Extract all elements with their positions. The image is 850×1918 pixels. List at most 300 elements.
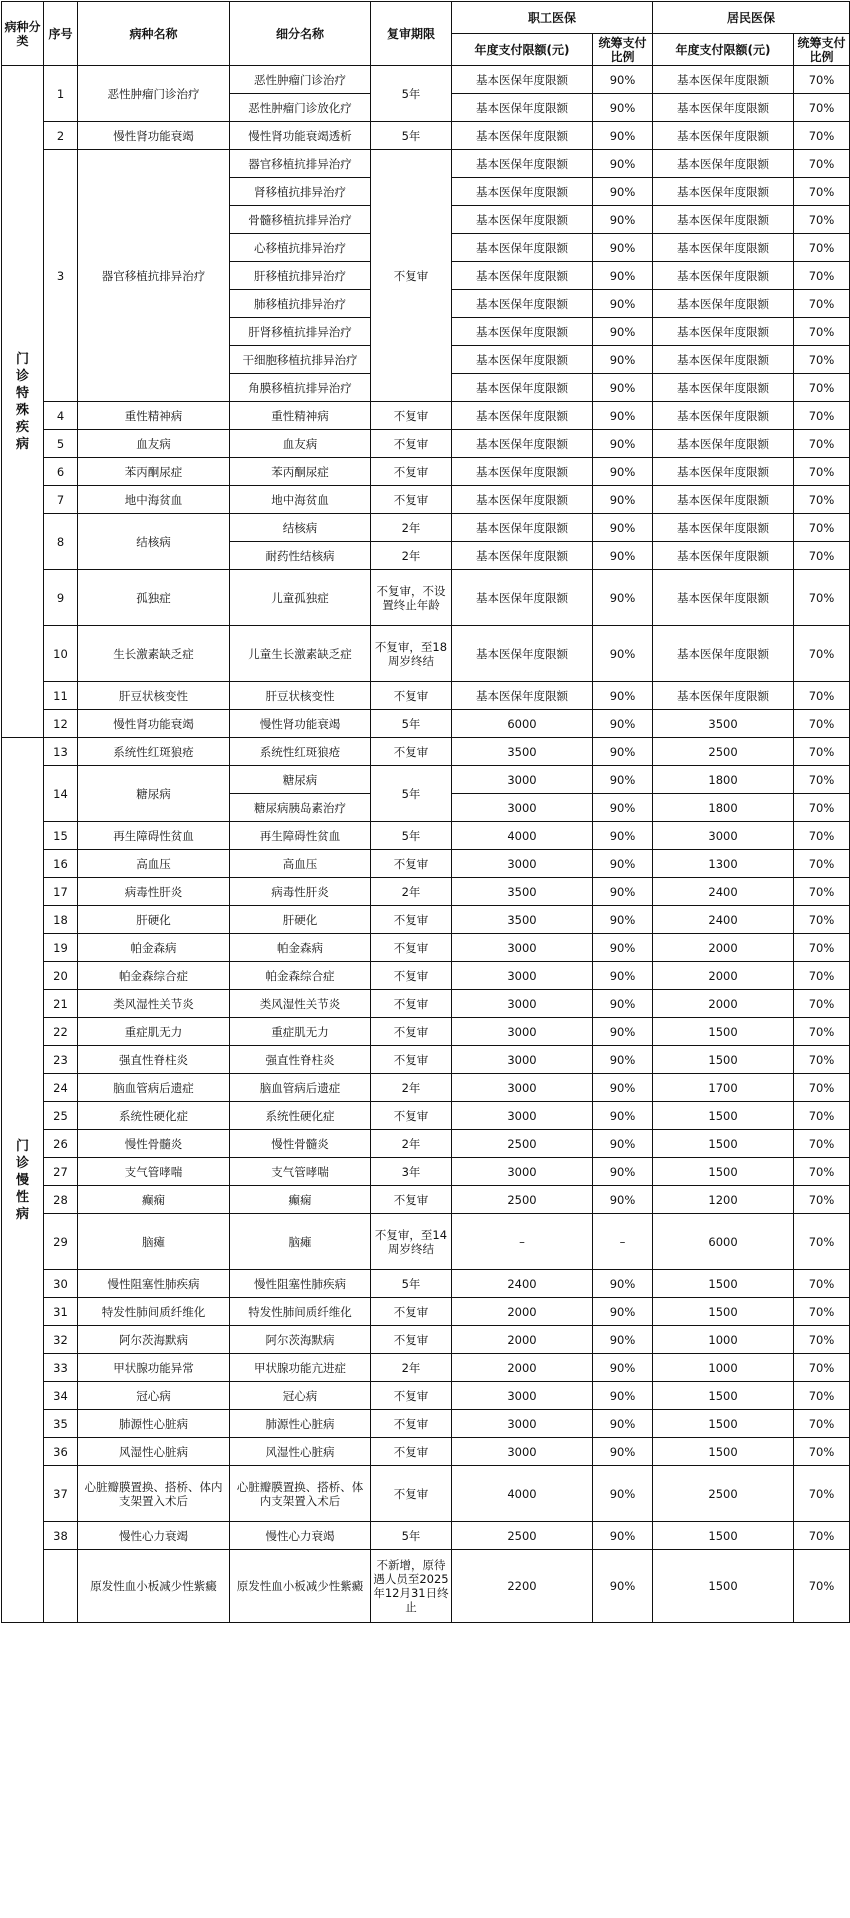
seq-cell: 30 xyxy=(44,1270,78,1298)
disease-name-cell: 重性精神病 xyxy=(78,402,230,430)
employee-limit-cell: 3000 xyxy=(452,934,593,962)
employee-ratio-cell: 90% xyxy=(593,1410,653,1438)
employee-limit-cell: 2000 xyxy=(452,1354,593,1382)
category-label: 门诊慢性病 xyxy=(15,1138,29,1222)
resident-limit-cell: 基本医保年度限额 xyxy=(653,458,794,486)
employee-limit-cell: 3500 xyxy=(452,878,593,906)
resident-limit-cell: 1500 xyxy=(653,1438,794,1466)
employee-ratio-cell: 90% xyxy=(593,1522,653,1550)
header-resident: 居民医保 xyxy=(653,2,850,34)
employee-ratio-cell: 90% xyxy=(593,990,653,1018)
employee-ratio-cell: 90% xyxy=(593,626,653,682)
seq-cell: 12 xyxy=(44,710,78,738)
resident-ratio-cell: 70% xyxy=(794,1410,850,1438)
resident-limit-cell: 2500 xyxy=(653,738,794,766)
resident-limit-cell: 基本医保年度限额 xyxy=(653,262,794,290)
seq-cell: 22 xyxy=(44,1018,78,1046)
resident-limit-cell: 1500 xyxy=(653,1046,794,1074)
header-resident-limit: 年度支付限额(元) xyxy=(653,34,794,66)
employee-ratio-cell: 90% xyxy=(593,1018,653,1046)
employee-ratio-cell: 90% xyxy=(593,1550,653,1623)
seq-cell: 36 xyxy=(44,1438,78,1466)
table-row xyxy=(2,962,850,990)
employee-ratio-cell: 90% xyxy=(593,346,653,374)
resident-limit-cell: 1500 xyxy=(653,1102,794,1130)
employee-ratio-cell: 90% xyxy=(593,850,653,878)
resident-ratio-cell: 70% xyxy=(794,1186,850,1214)
seq-cell: 28 xyxy=(44,1186,78,1214)
resident-ratio-cell: 70% xyxy=(794,94,850,122)
disease-name-cell: 心脏瓣膜置换、搭桥、体内支架置入术后 xyxy=(78,1466,230,1522)
resident-limit-cell: 基本医保年度限额 xyxy=(653,682,794,710)
resident-limit-cell: 1500 xyxy=(653,1158,794,1186)
subname-cell: 支气管哮喘 xyxy=(230,1158,371,1186)
employee-ratio-cell: 90% xyxy=(593,1130,653,1158)
seq-cell: 3 xyxy=(44,150,78,402)
employee-limit-cell: 2400 xyxy=(452,1270,593,1298)
employee-ratio-cell: 90% xyxy=(593,682,653,710)
table-row xyxy=(2,850,850,878)
employee-ratio-cell: 90% xyxy=(593,290,653,318)
seq-cell: 18 xyxy=(44,906,78,934)
resident-ratio-cell: 70% xyxy=(794,794,850,822)
employee-limit-cell: 3000 xyxy=(452,1438,593,1466)
seq-cell: 20 xyxy=(44,962,78,990)
employee-limit-cell: 基本医保年度限额 xyxy=(452,234,593,262)
employee-limit-cell: 基本医保年度限额 xyxy=(452,570,593,626)
resident-ratio-cell: 70% xyxy=(794,1354,850,1382)
employee-limit-cell: 3000 xyxy=(452,1074,593,1102)
resident-limit-cell: 2000 xyxy=(653,990,794,1018)
resident-limit-cell: 1500 xyxy=(653,1410,794,1438)
table-row xyxy=(2,150,850,178)
seq-cell: 32 xyxy=(44,1326,78,1354)
subname-cell: 慢性阻塞性肺疾病 xyxy=(230,1270,371,1298)
table-row xyxy=(2,1550,850,1623)
employee-ratio-cell: 90% xyxy=(593,1074,653,1102)
disease-name-cell: 脑血管病后遗症 xyxy=(78,1074,230,1102)
resident-ratio-cell: 70% xyxy=(794,682,850,710)
seq-cell: 31 xyxy=(44,1298,78,1326)
subname-cell: 类风湿性关节炎 xyxy=(230,990,371,1018)
seq-cell: 4 xyxy=(44,402,78,430)
table-row xyxy=(2,710,850,738)
subname-cell: 肺源性心脏病 xyxy=(230,1410,371,1438)
employee-limit-cell: 2000 xyxy=(452,1326,593,1354)
header-subname: 细分名称 xyxy=(230,2,371,66)
resident-limit-cell: 基本医保年度限额 xyxy=(653,402,794,430)
employee-limit-cell: 3000 xyxy=(452,1410,593,1438)
header-disease: 病种名称 xyxy=(78,2,230,66)
review-period-cell: 2年 xyxy=(371,542,452,570)
subname-cell: 肝肾移植抗排异治疗 xyxy=(230,318,371,346)
resident-limit-cell: 1800 xyxy=(653,766,794,794)
resident-ratio-cell: 70% xyxy=(794,1074,850,1102)
subname-cell: 系统性红斑狼疮 xyxy=(230,738,371,766)
employee-limit-cell: 2200 xyxy=(452,1550,593,1623)
resident-limit-cell: 3000 xyxy=(653,822,794,850)
employee-ratio-cell: 90% xyxy=(593,178,653,206)
seq-cell: 35 xyxy=(44,1410,78,1438)
table-row xyxy=(2,822,850,850)
subname-cell: 苯丙酮尿症 xyxy=(230,458,371,486)
subname-cell: 病毒性肝炎 xyxy=(230,878,371,906)
resident-ratio-cell: 70% xyxy=(794,1158,850,1186)
review-period-cell: 5年 xyxy=(371,66,452,122)
table-row xyxy=(2,1102,850,1130)
resident-limit-cell: 基本医保年度限额 xyxy=(653,626,794,682)
header-seq: 序号 xyxy=(44,2,78,66)
subname-cell: 肝豆状核变性 xyxy=(230,682,371,710)
resident-limit-cell: 基本医保年度限额 xyxy=(653,570,794,626)
employee-limit-cell: 基本医保年度限额 xyxy=(452,206,593,234)
subname-cell: 肝移植抗排异治疗 xyxy=(230,262,371,290)
employee-ratio-cell: 90% xyxy=(593,766,653,794)
table-row xyxy=(2,878,850,906)
review-period-cell: 不复审 xyxy=(371,458,452,486)
subname-cell: 干细胞移植抗排异治疗 xyxy=(230,346,371,374)
table-row xyxy=(2,906,850,934)
subname-cell: 糖尿病胰岛素治疗 xyxy=(230,794,371,822)
employee-limit-cell: 基本医保年度限额 xyxy=(452,626,593,682)
employee-limit-cell: 3500 xyxy=(452,738,593,766)
review-period-cell: 不复审 xyxy=(371,1382,452,1410)
resident-limit-cell: 1500 xyxy=(653,1270,794,1298)
disease-name-cell: 苯丙酮尿症 xyxy=(78,458,230,486)
employee-ratio-cell: 90% xyxy=(593,374,653,402)
resident-limit-cell: 1000 xyxy=(653,1354,794,1382)
disease-name-cell: 慢性肾功能衰竭 xyxy=(78,710,230,738)
seq-cell: 38 xyxy=(44,1522,78,1550)
disease-name-cell: 重症肌无力 xyxy=(78,1018,230,1046)
subname-cell: 器官移植抗排异治疗 xyxy=(230,150,371,178)
table-row xyxy=(2,66,850,94)
disease-name-cell: 甲状腺功能异常 xyxy=(78,1354,230,1382)
employee-ratio-cell: 90% xyxy=(593,1158,653,1186)
review-period-cell: 2年 xyxy=(371,878,452,906)
disease-name-cell: 阿尔茨海默病 xyxy=(78,1326,230,1354)
resident-ratio-cell: 70% xyxy=(794,738,850,766)
employee-ratio-cell: 90% xyxy=(593,402,653,430)
disease-name-cell: 强直性脊柱炎 xyxy=(78,1046,230,1074)
review-period-cell: 不复审 xyxy=(371,150,452,402)
resident-ratio-cell: 70% xyxy=(794,318,850,346)
employee-limit-cell: 4000 xyxy=(452,1466,593,1522)
resident-limit-cell: 基本医保年度限额 xyxy=(653,206,794,234)
table-row xyxy=(2,1186,850,1214)
subname-cell: 慢性肾功能衰竭透析 xyxy=(230,122,371,150)
employee-ratio-cell: 90% xyxy=(593,1326,653,1354)
employee-limit-cell: 2500 xyxy=(452,1186,593,1214)
review-period-cell: 不复审 xyxy=(371,430,452,458)
resident-ratio-cell: 70% xyxy=(794,290,850,318)
subname-cell: 原发性血小板减少性紫癜 xyxy=(230,1550,371,1623)
review-period-cell: 不新增，原待遇人员至2025年12月31日终止 xyxy=(371,1550,452,1623)
employee-ratio-cell: 90% xyxy=(593,262,653,290)
subname-cell: 恶性肿瘤门诊治疗 xyxy=(230,66,371,94)
employee-limit-cell: 基本医保年度限额 xyxy=(452,430,593,458)
disease-name-cell: 风湿性心脏病 xyxy=(78,1438,230,1466)
subname-cell: 甲状腺功能亢进症 xyxy=(230,1354,371,1382)
table-row xyxy=(2,122,850,150)
employee-limit-cell: 3000 xyxy=(452,850,593,878)
employee-ratio-cell: 90% xyxy=(593,122,653,150)
employee-limit-cell: 基本医保年度限额 xyxy=(452,318,593,346)
resident-ratio-cell: 70% xyxy=(794,346,850,374)
seq-cell: 16 xyxy=(44,850,78,878)
review-period-cell: 2年 xyxy=(371,1074,452,1102)
employee-ratio-cell: 90% xyxy=(593,1382,653,1410)
seq-cell: 26 xyxy=(44,1130,78,1158)
resident-ratio-cell: 70% xyxy=(794,1130,850,1158)
resident-ratio-cell: 70% xyxy=(794,990,850,1018)
resident-limit-cell: 2000 xyxy=(653,962,794,990)
disease-name-cell: 恶性肿瘤门诊治疗 xyxy=(78,66,230,122)
review-period-cell: 不复审 xyxy=(371,1046,452,1074)
category-cell xyxy=(2,66,44,738)
employee-ratio-cell: 90% xyxy=(593,94,653,122)
resident-ratio-cell: 70% xyxy=(794,1018,850,1046)
table-row xyxy=(2,514,850,542)
resident-limit-cell: 基本医保年度限额 xyxy=(653,150,794,178)
resident-limit-cell: 基本医保年度限额 xyxy=(653,318,794,346)
resident-limit-cell: 基本医保年度限额 xyxy=(653,374,794,402)
review-period-cell: 不复审 xyxy=(371,486,452,514)
employee-limit-cell: 基本医保年度限额 xyxy=(452,374,593,402)
resident-ratio-cell: 70% xyxy=(794,542,850,570)
subname-cell: 肝硬化 xyxy=(230,906,371,934)
seq-cell: 33 xyxy=(44,1354,78,1382)
resident-limit-cell: 1500 xyxy=(653,1130,794,1158)
review-period-cell: 5年 xyxy=(371,766,452,822)
resident-ratio-cell: 70% xyxy=(794,626,850,682)
seq-cell: 27 xyxy=(44,1158,78,1186)
employee-limit-cell: 基本医保年度限额 xyxy=(452,682,593,710)
resident-limit-cell: 1500 xyxy=(653,1522,794,1550)
disease-name-cell: 结核病 xyxy=(78,514,230,570)
seq-cell xyxy=(44,1550,78,1623)
resident-limit-cell: 基本医保年度限额 xyxy=(653,346,794,374)
seq-cell: 24 xyxy=(44,1074,78,1102)
employee-ratio-cell: 90% xyxy=(593,1466,653,1522)
disease-name-cell: 特发性肺间质纤维化 xyxy=(78,1298,230,1326)
review-period-cell: 不复审，不设置终止年龄 xyxy=(371,570,452,626)
review-period-cell: 不复审 xyxy=(371,990,452,1018)
resident-limit-cell: 基本医保年度限额 xyxy=(653,94,794,122)
resident-limit-cell: 1800 xyxy=(653,794,794,822)
seq-cell: 5 xyxy=(44,430,78,458)
table-row xyxy=(2,934,850,962)
employee-ratio-cell: – xyxy=(593,1214,653,1270)
review-period-cell: 不复审 xyxy=(371,850,452,878)
resident-ratio-cell: 70% xyxy=(794,962,850,990)
review-period-cell: 不复审 xyxy=(371,402,452,430)
resident-ratio-cell: 70% xyxy=(794,1270,850,1298)
employee-limit-cell: 基本医保年度限额 xyxy=(452,290,593,318)
resident-ratio-cell: 70% xyxy=(794,458,850,486)
review-period-cell: 2年 xyxy=(371,1354,452,1382)
employee-limit-cell: 4000 xyxy=(452,822,593,850)
resident-ratio-cell: 70% xyxy=(794,1438,850,1466)
employee-ratio-cell: 90% xyxy=(593,1102,653,1130)
resident-limit-cell: 1200 xyxy=(653,1186,794,1214)
resident-limit-cell: 基本医保年度限额 xyxy=(653,122,794,150)
table-row xyxy=(2,1074,850,1102)
table-row xyxy=(2,738,850,766)
employee-limit-cell: 基本医保年度限额 xyxy=(452,458,593,486)
seq-cell: 17 xyxy=(44,878,78,906)
subname-cell: 风湿性心脏病 xyxy=(230,1438,371,1466)
resident-limit-cell: 2000 xyxy=(653,934,794,962)
seq-cell: 9 xyxy=(44,570,78,626)
table-row xyxy=(2,458,850,486)
table-row xyxy=(2,402,850,430)
header-employee: 职工医保 xyxy=(452,2,653,34)
review-period-cell: 不复审 xyxy=(371,1410,452,1438)
resident-limit-cell: 基本医保年度限额 xyxy=(653,66,794,94)
resident-limit-cell: 基本医保年度限额 xyxy=(653,430,794,458)
disease-name-cell: 类风湿性关节炎 xyxy=(78,990,230,1018)
subname-cell: 结核病 xyxy=(230,514,371,542)
employee-ratio-cell: 90% xyxy=(593,234,653,262)
disease-name-cell: 病毒性肝炎 xyxy=(78,878,230,906)
resident-limit-cell: 基本医保年度限额 xyxy=(653,486,794,514)
header-employee-ratio: 统筹支付比例 xyxy=(593,34,653,66)
resident-limit-cell: 2400 xyxy=(653,906,794,934)
resident-ratio-cell: 70% xyxy=(794,710,850,738)
table-row xyxy=(2,626,850,682)
header-row-top xyxy=(2,2,850,34)
table-row xyxy=(2,1298,850,1326)
review-period-cell: 不复审 xyxy=(371,1186,452,1214)
resident-ratio-cell: 70% xyxy=(794,1550,850,1623)
disease-name-cell: 再生障碍性贫血 xyxy=(78,822,230,850)
table-row xyxy=(2,1354,850,1382)
disease-name-cell: 冠心病 xyxy=(78,1382,230,1410)
employee-ratio-cell: 90% xyxy=(593,710,653,738)
employee-limit-cell: 3000 xyxy=(452,1018,593,1046)
disease-name-cell: 慢性骨髓炎 xyxy=(78,1130,230,1158)
resident-ratio-cell: 70% xyxy=(794,1102,850,1130)
subname-cell: 脑血管病后遗症 xyxy=(230,1074,371,1102)
table-row xyxy=(2,1214,850,1270)
resident-limit-cell: 6000 xyxy=(653,1214,794,1270)
resident-ratio-cell: 70% xyxy=(794,178,850,206)
table-row xyxy=(2,570,850,626)
employee-limit-cell: 基本医保年度限额 xyxy=(452,346,593,374)
employee-ratio-cell: 90% xyxy=(593,1046,653,1074)
employee-ratio-cell: 90% xyxy=(593,514,653,542)
resident-ratio-cell: 70% xyxy=(794,402,850,430)
subname-cell: 心脏瓣膜置换、搭桥、体内支架置入术后 xyxy=(230,1466,371,1522)
disease-name-cell: 系统性硬化症 xyxy=(78,1102,230,1130)
employee-ratio-cell: 90% xyxy=(593,430,653,458)
review-period-cell: 不复审 xyxy=(371,1102,452,1130)
resident-limit-cell: 1500 xyxy=(653,1018,794,1046)
seq-cell: 1 xyxy=(44,66,78,122)
employee-limit-cell: 3000 xyxy=(452,1382,593,1410)
subname-cell: 特发性肺间质纤维化 xyxy=(230,1298,371,1326)
subname-cell: 强直性脊柱炎 xyxy=(230,1046,371,1074)
resident-ratio-cell: 70% xyxy=(794,430,850,458)
review-period-cell: 不复审 xyxy=(371,962,452,990)
employee-limit-cell: 基本医保年度限额 xyxy=(452,66,593,94)
resident-limit-cell: 1300 xyxy=(653,850,794,878)
review-period-cell: 不复审 xyxy=(371,682,452,710)
employee-ratio-cell: 90% xyxy=(593,1186,653,1214)
table-row xyxy=(2,1018,850,1046)
employee-ratio-cell: 90% xyxy=(593,486,653,514)
resident-ratio-cell: 70% xyxy=(794,1382,850,1410)
review-period-cell: 不复审 xyxy=(371,1298,452,1326)
employee-limit-cell: 3000 xyxy=(452,794,593,822)
disease-name-cell: 慢性阻塞性肺疾病 xyxy=(78,1270,230,1298)
table-row xyxy=(2,1466,850,1522)
employee-ratio-cell: 90% xyxy=(593,794,653,822)
employee-limit-cell: 2500 xyxy=(452,1522,593,1550)
employee-ratio-cell: 90% xyxy=(593,878,653,906)
disease-name-cell: 肝硬化 xyxy=(78,906,230,934)
subname-cell: 再生障碍性贫血 xyxy=(230,822,371,850)
disease-name-cell: 癫痫 xyxy=(78,1186,230,1214)
medical-insurance-table xyxy=(1,1,850,1623)
employee-limit-cell: 3000 xyxy=(452,1158,593,1186)
header-review: 复审期限 xyxy=(371,2,452,66)
employee-limit-cell: 基本医保年度限额 xyxy=(452,402,593,430)
table-row xyxy=(2,1438,850,1466)
disease-name-cell: 生长激素缺乏症 xyxy=(78,626,230,682)
subname-cell: 慢性心力衰竭 xyxy=(230,1522,371,1550)
employee-ratio-cell: 90% xyxy=(593,822,653,850)
resident-ratio-cell: 70% xyxy=(794,206,850,234)
employee-limit-cell: 基本医保年度限额 xyxy=(452,262,593,290)
subname-cell: 心移植抗排异治疗 xyxy=(230,234,371,262)
subname-cell: 高血压 xyxy=(230,850,371,878)
disease-name-cell: 肝豆状核变性 xyxy=(78,682,230,710)
employee-limit-cell: 基本医保年度限额 xyxy=(452,150,593,178)
employee-ratio-cell: 90% xyxy=(593,1298,653,1326)
employee-ratio-cell: 90% xyxy=(593,738,653,766)
seq-cell: 8 xyxy=(44,514,78,570)
subname-cell: 重症肌无力 xyxy=(230,1018,371,1046)
resident-ratio-cell: 70% xyxy=(794,66,850,94)
review-period-cell: 不复审，至18周岁终结 xyxy=(371,626,452,682)
resident-ratio-cell: 70% xyxy=(794,1522,850,1550)
review-period-cell: 5年 xyxy=(371,122,452,150)
review-period-cell: 5年 xyxy=(371,822,452,850)
employee-ratio-cell: 90% xyxy=(593,206,653,234)
review-period-cell: 不复审 xyxy=(371,1018,452,1046)
employee-ratio-cell: 90% xyxy=(593,962,653,990)
subname-cell: 角膜移植抗排异治疗 xyxy=(230,374,371,402)
review-period-cell: 不复审 xyxy=(371,738,452,766)
disease-name-cell: 糖尿病 xyxy=(78,766,230,822)
subname-cell: 慢性肾功能衰竭 xyxy=(230,710,371,738)
seq-cell: 25 xyxy=(44,1102,78,1130)
employee-ratio-cell: 90% xyxy=(593,542,653,570)
subname-cell: 脑瘫 xyxy=(230,1214,371,1270)
review-period-cell: 5年 xyxy=(371,710,452,738)
table-row xyxy=(2,990,850,1018)
table-row xyxy=(2,1046,850,1074)
resident-limit-cell: 1000 xyxy=(653,1326,794,1354)
resident-ratio-cell: 70% xyxy=(794,1326,850,1354)
seq-cell: 2 xyxy=(44,122,78,150)
subname-cell: 耐药性结核病 xyxy=(230,542,371,570)
review-period-cell: 不复审 xyxy=(371,1438,452,1466)
resident-limit-cell: 基本医保年度限额 xyxy=(653,178,794,206)
resident-ratio-cell: 70% xyxy=(794,486,850,514)
